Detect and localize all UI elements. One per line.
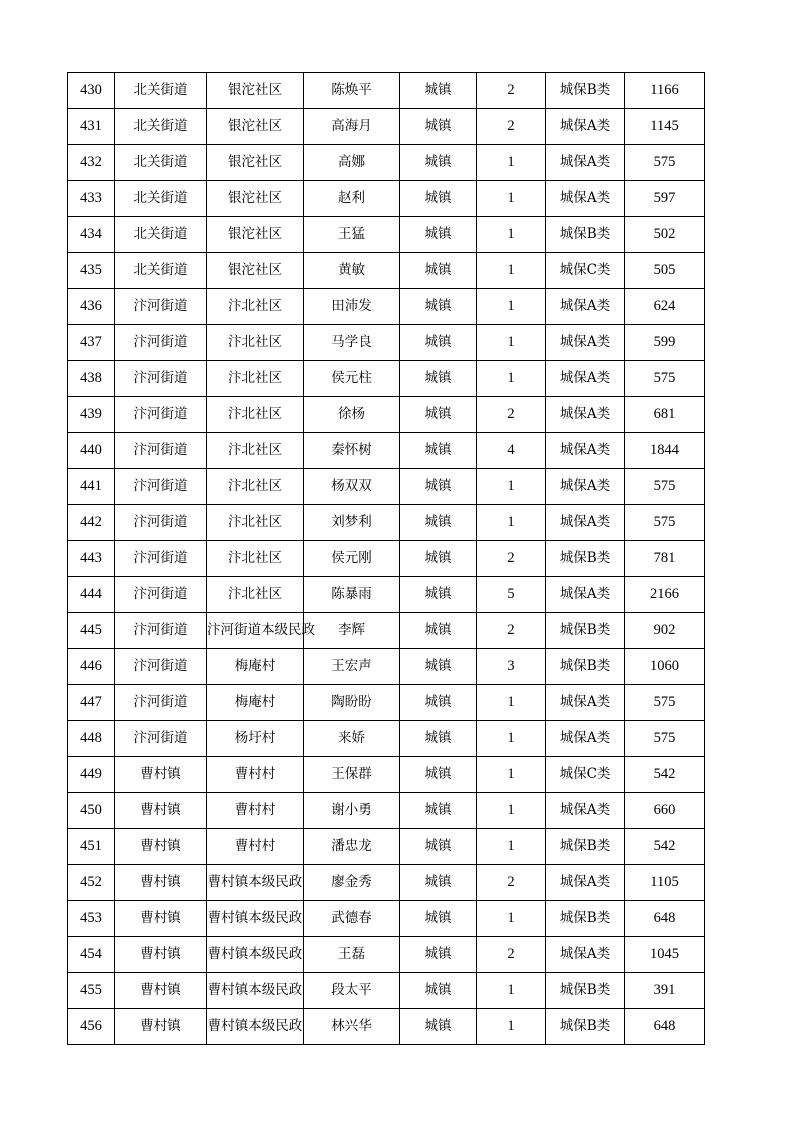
- category-cell: 城保A类: [546, 577, 625, 613]
- community-cell: 梅庵村: [207, 685, 304, 721]
- community-cell: 汴北社区: [207, 505, 304, 541]
- household-size-cell: 1: [477, 361, 546, 397]
- household-size-cell: 2: [477, 865, 546, 901]
- amount-cell: 1060: [625, 649, 705, 685]
- amount-cell: 391: [625, 973, 705, 1009]
- serial-number-cell: 430: [68, 73, 115, 109]
- residence-type-cell: 城镇: [400, 685, 477, 721]
- name-cell: 黄敏: [304, 253, 400, 289]
- amount-cell: 781: [625, 541, 705, 577]
- category-cell: 城保C类: [546, 253, 625, 289]
- table-row: [68, 469, 705, 505]
- name-cell: 陈焕平: [304, 73, 400, 109]
- community-cell: 汴北社区: [207, 325, 304, 361]
- serial-number-cell: 453: [68, 901, 115, 937]
- category-cell: 城保A类: [546, 289, 625, 325]
- table-row: [68, 289, 705, 325]
- community-cell: 曹村镇本级民政: [207, 901, 304, 937]
- amount-cell: 575: [625, 361, 705, 397]
- table-row: [68, 397, 705, 433]
- table-row: [68, 613, 705, 649]
- residence-type-cell: 城镇: [400, 541, 477, 577]
- household-size-cell: 2: [477, 73, 546, 109]
- table-row: [68, 109, 705, 145]
- household-size-cell: 4: [477, 433, 546, 469]
- serial-number-cell: 433: [68, 181, 115, 217]
- serial-number-cell: 441: [68, 469, 115, 505]
- table-row: [68, 973, 705, 1009]
- category-cell: 城保A类: [546, 793, 625, 829]
- street-cell: 汴河街道: [115, 613, 207, 649]
- amount-cell: 575: [625, 685, 705, 721]
- household-size-cell: 1: [477, 685, 546, 721]
- community-cell: 汴北社区: [207, 361, 304, 397]
- amount-cell: 542: [625, 829, 705, 865]
- community-cell: 曹村村: [207, 829, 304, 865]
- name-cell: 王宏声: [304, 649, 400, 685]
- street-cell: 曹村镇: [115, 793, 207, 829]
- name-cell: 陈暴雨: [304, 577, 400, 613]
- serial-number-cell: 431: [68, 109, 115, 145]
- serial-number-cell: 450: [68, 793, 115, 829]
- name-cell: 武德春: [304, 901, 400, 937]
- residence-type-cell: 城镇: [400, 829, 477, 865]
- table-row: [68, 937, 705, 973]
- street-cell: 北关街道: [115, 73, 207, 109]
- table-row: [68, 505, 705, 541]
- amount-cell: 575: [625, 505, 705, 541]
- category-cell: 城保A类: [546, 397, 625, 433]
- serial-number-cell: 451: [68, 829, 115, 865]
- street-cell: 曹村镇: [115, 865, 207, 901]
- household-size-cell: 5: [477, 577, 546, 613]
- street-cell: 汴河街道: [115, 433, 207, 469]
- amount-cell: 1844: [625, 433, 705, 469]
- residence-type-cell: 城镇: [400, 721, 477, 757]
- category-cell: 城保A类: [546, 181, 625, 217]
- residence-type-cell: 城镇: [400, 289, 477, 325]
- name-cell: 高娜: [304, 145, 400, 181]
- community-cell: 汴北社区: [207, 469, 304, 505]
- serial-number-cell: 449: [68, 757, 115, 793]
- street-cell: 汴河街道: [115, 649, 207, 685]
- table-row: [68, 757, 705, 793]
- serial-number-cell: 444: [68, 577, 115, 613]
- category-cell: 城保A类: [546, 361, 625, 397]
- table-row: [68, 73, 705, 109]
- household-size-cell: 2: [477, 397, 546, 433]
- community-cell: 曹村村: [207, 757, 304, 793]
- category-cell: 城保A类: [546, 325, 625, 361]
- residence-type-cell: 城镇: [400, 145, 477, 181]
- community-cell: 曹村村: [207, 793, 304, 829]
- amount-cell: 575: [625, 721, 705, 757]
- serial-number-cell: 442: [68, 505, 115, 541]
- table-body: [68, 73, 705, 1045]
- amount-cell: 2166: [625, 577, 705, 613]
- street-cell: 汴河街道: [115, 685, 207, 721]
- amount-cell: 648: [625, 1009, 705, 1045]
- street-cell: 汴河街道: [115, 325, 207, 361]
- amount-cell: 575: [625, 469, 705, 505]
- serial-number-cell: 455: [68, 973, 115, 1009]
- household-size-cell: 2: [477, 937, 546, 973]
- serial-number-cell: 439: [68, 397, 115, 433]
- street-cell: 汴河街道: [115, 505, 207, 541]
- community-cell: 汴北社区: [207, 289, 304, 325]
- street-cell: 汴河街道: [115, 397, 207, 433]
- amount-cell: 1166: [625, 73, 705, 109]
- serial-number-cell: 454: [68, 937, 115, 973]
- amount-cell: 1045: [625, 937, 705, 973]
- community-cell: 银沱社区: [207, 145, 304, 181]
- street-cell: 北关街道: [115, 253, 207, 289]
- amount-cell: 1105: [625, 865, 705, 901]
- category-cell: 城保B类: [546, 829, 625, 865]
- household-size-cell: 1: [477, 793, 546, 829]
- amount-cell: 505: [625, 253, 705, 289]
- relief-roster-table: [67, 72, 705, 1045]
- table-row: [68, 433, 705, 469]
- street-cell: 曹村镇: [115, 973, 207, 1009]
- category-cell: 城保A类: [546, 721, 625, 757]
- serial-number-cell: 436: [68, 289, 115, 325]
- household-size-cell: 1: [477, 253, 546, 289]
- category-cell: 城保A类: [546, 505, 625, 541]
- category-cell: 城保B类: [546, 649, 625, 685]
- name-cell: 王磊: [304, 937, 400, 973]
- serial-number-cell: 440: [68, 433, 115, 469]
- category-cell: 城保A类: [546, 433, 625, 469]
- amount-cell: 599: [625, 325, 705, 361]
- serial-number-cell: 456: [68, 1009, 115, 1045]
- amount-cell: 1145: [625, 109, 705, 145]
- household-size-cell: 1: [477, 145, 546, 181]
- name-cell: 陶盼盼: [304, 685, 400, 721]
- amount-cell: 902: [625, 613, 705, 649]
- street-cell: 汴河街道: [115, 721, 207, 757]
- household-size-cell: 1: [477, 217, 546, 253]
- street-cell: 汴河街道: [115, 289, 207, 325]
- street-cell: 曹村镇: [115, 937, 207, 973]
- category-cell: 城保A类: [546, 109, 625, 145]
- residence-type-cell: 城镇: [400, 757, 477, 793]
- street-cell: 曹村镇: [115, 757, 207, 793]
- category-cell: 城保A类: [546, 937, 625, 973]
- serial-number-cell: 443: [68, 541, 115, 577]
- community-cell: 汴北社区: [207, 433, 304, 469]
- residence-type-cell: 城镇: [400, 1009, 477, 1045]
- community-cell: 曹村镇本级民政: [207, 973, 304, 1009]
- category-cell: 城保A类: [546, 145, 625, 181]
- name-cell: 廖金秀: [304, 865, 400, 901]
- household-size-cell: 3: [477, 649, 546, 685]
- household-size-cell: 1: [477, 721, 546, 757]
- street-cell: 北关街道: [115, 217, 207, 253]
- household-size-cell: 2: [477, 541, 546, 577]
- name-cell: 段太平: [304, 973, 400, 1009]
- serial-number-cell: 445: [68, 613, 115, 649]
- community-cell: 汴北社区: [207, 397, 304, 433]
- table-row: [68, 325, 705, 361]
- street-cell: 曹村镇: [115, 901, 207, 937]
- household-size-cell: 1: [477, 289, 546, 325]
- household-size-cell: 1: [477, 505, 546, 541]
- name-cell: 王猛: [304, 217, 400, 253]
- category-cell: 城保B类: [546, 541, 625, 577]
- residence-type-cell: 城镇: [400, 253, 477, 289]
- street-cell: 汴河街道: [115, 541, 207, 577]
- amount-cell: 502: [625, 217, 705, 253]
- name-cell: 杨双双: [304, 469, 400, 505]
- name-cell: 高海月: [304, 109, 400, 145]
- name-cell: 来娇: [304, 721, 400, 757]
- household-size-cell: 1: [477, 973, 546, 1009]
- community-cell: 银沱社区: [207, 181, 304, 217]
- table-row: [68, 793, 705, 829]
- community-cell: 杨圩村: [207, 721, 304, 757]
- amount-cell: 575: [625, 145, 705, 181]
- residence-type-cell: 城镇: [400, 109, 477, 145]
- residence-type-cell: 城镇: [400, 469, 477, 505]
- amount-cell: 681: [625, 397, 705, 433]
- community-cell: 曹村镇本级民政: [207, 937, 304, 973]
- community-cell: 银沱社区: [207, 109, 304, 145]
- amount-cell: 648: [625, 901, 705, 937]
- table-row: [68, 1009, 705, 1045]
- name-cell: 秦怀树: [304, 433, 400, 469]
- name-cell: 潘忠龙: [304, 829, 400, 865]
- household-size-cell: 1: [477, 757, 546, 793]
- serial-number-cell: 447: [68, 685, 115, 721]
- residence-type-cell: 城镇: [400, 505, 477, 541]
- name-cell: 谢小勇: [304, 793, 400, 829]
- serial-number-cell: 438: [68, 361, 115, 397]
- household-size-cell: 1: [477, 829, 546, 865]
- community-cell: 曹村镇本级民政: [207, 1009, 304, 1045]
- residence-type-cell: 城镇: [400, 577, 477, 613]
- name-cell: 侯元刚: [304, 541, 400, 577]
- community-cell: 银沱社区: [207, 253, 304, 289]
- household-size-cell: 1: [477, 325, 546, 361]
- name-cell: 徐杨: [304, 397, 400, 433]
- name-cell: 李辉: [304, 613, 400, 649]
- residence-type-cell: 城镇: [400, 901, 477, 937]
- street-cell: 曹村镇: [115, 1009, 207, 1045]
- table-row: [68, 217, 705, 253]
- residence-type-cell: 城镇: [400, 793, 477, 829]
- residence-type-cell: 城镇: [400, 73, 477, 109]
- residence-type-cell: 城镇: [400, 649, 477, 685]
- category-cell: 城保B类: [546, 613, 625, 649]
- serial-number-cell: 432: [68, 145, 115, 181]
- amount-cell: 597: [625, 181, 705, 217]
- category-cell: 城保B类: [546, 217, 625, 253]
- street-cell: 北关街道: [115, 145, 207, 181]
- residence-type-cell: 城镇: [400, 973, 477, 1009]
- community-cell: 银沱社区: [207, 73, 304, 109]
- household-size-cell: 2: [477, 109, 546, 145]
- table-row: [68, 361, 705, 397]
- residence-type-cell: 城镇: [400, 181, 477, 217]
- street-cell: 汴河街道: [115, 577, 207, 613]
- community-cell: 银沱社区: [207, 217, 304, 253]
- table-row: [68, 253, 705, 289]
- amount-cell: 660: [625, 793, 705, 829]
- category-cell: 城保B类: [546, 901, 625, 937]
- community-cell: 汴北社区: [207, 577, 304, 613]
- name-cell: 王保群: [304, 757, 400, 793]
- serial-number-cell: 448: [68, 721, 115, 757]
- residence-type-cell: 城镇: [400, 325, 477, 361]
- table-row: [68, 685, 705, 721]
- category-cell: 城保A类: [546, 865, 625, 901]
- table-row: [68, 649, 705, 685]
- household-size-cell: 1: [477, 1009, 546, 1045]
- household-size-cell: 1: [477, 469, 546, 505]
- serial-number-cell: 446: [68, 649, 115, 685]
- household-size-cell: 1: [477, 901, 546, 937]
- residence-type-cell: 城镇: [400, 865, 477, 901]
- name-cell: 林兴华: [304, 1009, 400, 1045]
- table-row: [68, 829, 705, 865]
- category-cell: 城保A类: [546, 469, 625, 505]
- table-row: [68, 181, 705, 217]
- table-row: [68, 145, 705, 181]
- street-cell: 汴河街道: [115, 361, 207, 397]
- category-cell: 城保B类: [546, 973, 625, 1009]
- name-cell: 刘梦利: [304, 505, 400, 541]
- residence-type-cell: 城镇: [400, 217, 477, 253]
- community-cell: 梅庵村: [207, 649, 304, 685]
- table-row: [68, 865, 705, 901]
- street-cell: 北关街道: [115, 181, 207, 217]
- name-cell: 侯元柱: [304, 361, 400, 397]
- table-row: [68, 901, 705, 937]
- street-cell: 北关街道: [115, 109, 207, 145]
- name-cell: 马学良: [304, 325, 400, 361]
- amount-cell: 542: [625, 757, 705, 793]
- name-cell: 田沛发: [304, 289, 400, 325]
- serial-number-cell: 452: [68, 865, 115, 901]
- residence-type-cell: 城镇: [400, 937, 477, 973]
- serial-number-cell: 437: [68, 325, 115, 361]
- street-cell: 汴河街道: [115, 469, 207, 505]
- category-cell: 城保B类: [546, 73, 625, 109]
- category-cell: 城保A类: [546, 685, 625, 721]
- table-row: [68, 577, 705, 613]
- serial-number-cell: 435: [68, 253, 115, 289]
- residence-type-cell: 城镇: [400, 361, 477, 397]
- residence-type-cell: 城镇: [400, 397, 477, 433]
- community-cell: 曹村镇本级民政: [207, 865, 304, 901]
- residence-type-cell: 城镇: [400, 613, 477, 649]
- household-size-cell: 1: [477, 181, 546, 217]
- table-row: [68, 541, 705, 577]
- residence-type-cell: 城镇: [400, 433, 477, 469]
- household-size-cell: 2: [477, 613, 546, 649]
- street-cell: 曹村镇: [115, 829, 207, 865]
- community-cell: 汴北社区: [207, 541, 304, 577]
- category-cell: 城保C类: [546, 757, 625, 793]
- name-cell: 赵利: [304, 181, 400, 217]
- amount-cell: 624: [625, 289, 705, 325]
- table-row: [68, 721, 705, 757]
- community-cell: 汴河街道本级民政: [207, 613, 304, 649]
- category-cell: 城保B类: [546, 1009, 625, 1045]
- serial-number-cell: 434: [68, 217, 115, 253]
